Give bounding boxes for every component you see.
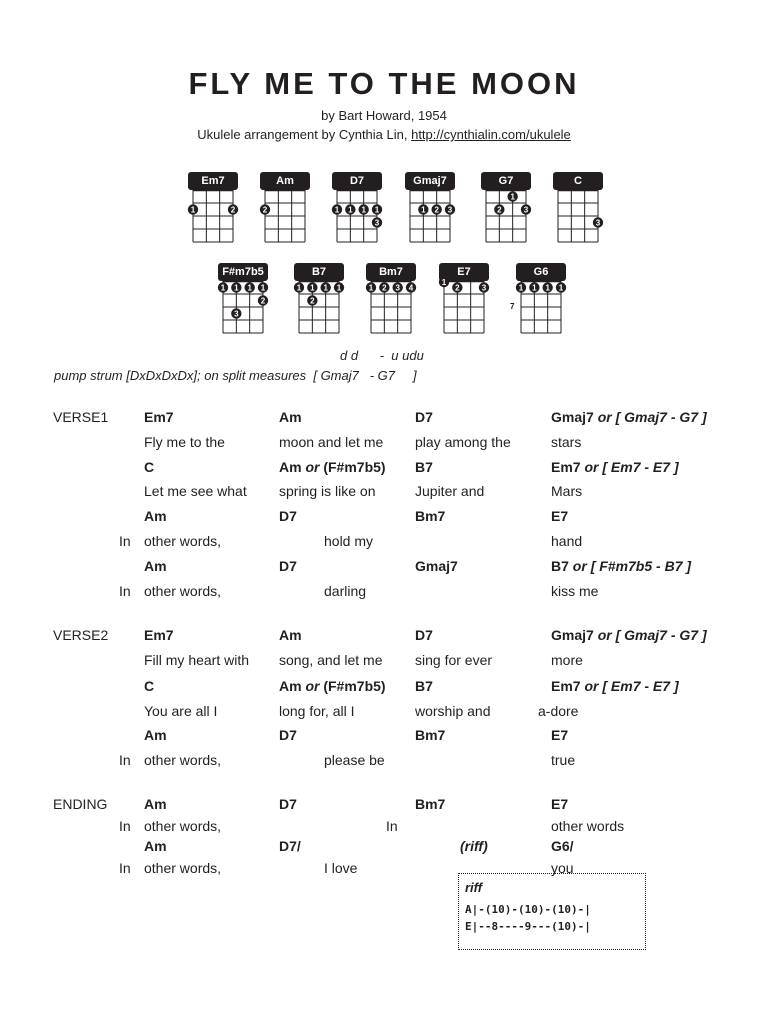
finger-dot — [529, 282, 539, 292]
song-title: FLY ME TO THE MOON — [188, 66, 580, 101]
lyric-cell: You are all I — [144, 703, 218, 719]
chord-diagram — [439, 261, 489, 341]
riff-tab-e-string: E|--8----9---(10)-| — [465, 920, 591, 933]
chord-cell: B7 — [415, 459, 433, 475]
chord-cell: D7 — [279, 796, 297, 812]
arrangement-text: Ukulele arrangement by Cynthia Lin, — [197, 127, 412, 142]
chord-cell: E7 — [551, 727, 569, 743]
chord-cell: Am — [144, 727, 167, 743]
finger-dot — [542, 282, 552, 292]
finger-dot — [228, 204, 238, 214]
chord-cell: Am or (F#m7b5) — [279, 459, 386, 475]
section-label: VERSE1 — [53, 409, 109, 425]
lyric-cell: worship and — [415, 703, 491, 719]
chord-name: Bm7 — [379, 266, 403, 278]
lyric-cell: In — [119, 533, 131, 549]
finger-dot — [345, 204, 355, 214]
finger-dot — [320, 282, 330, 292]
finger-dot — [406, 282, 416, 292]
chord-cell: Am — [144, 838, 167, 854]
finger-dot — [258, 295, 268, 305]
chord-cell: D7 — [279, 727, 297, 743]
chord-name: Gmaj7 — [413, 175, 447, 187]
finger-number: 1 — [421, 205, 426, 215]
chord-name: F#m7b5 — [222, 266, 264, 278]
arrangement-credit — [0, 127, 768, 142]
chord-name: C — [574, 175, 582, 187]
lyric-cell: darling — [324, 583, 367, 599]
finger-dot — [366, 282, 376, 292]
section-label: VERSE2 — [53, 627, 109, 643]
chord-cell: Am — [144, 796, 167, 812]
finger-number: 1 — [558, 283, 564, 293]
chord-cell: B7 — [415, 678, 433, 694]
finger-number: 1 — [334, 205, 340, 215]
finger-number: 1 — [374, 205, 380, 215]
finger-number: 3 — [395, 283, 400, 293]
finger-number: 1 — [323, 283, 328, 293]
chord-cell: Bm7 — [415, 508, 446, 524]
strum-pattern-line2: pump strum [DxDxDxDx]; on split measures [ Gmaj7 - G7 ] — [54, 368, 417, 383]
lyric-cell: Jupiter and — [415, 483, 485, 499]
lyric-cell: other words, — [144, 583, 222, 599]
finger-number: 3 — [374, 218, 380, 228]
finger-dot — [392, 282, 402, 292]
finger-number: 1 — [220, 283, 226, 293]
riff-tab-a-string: A|-(10)-(10)-(10)-| — [465, 903, 591, 916]
byline: by Bart Howard, 1954 — [321, 108, 447, 123]
chord-diagram — [294, 261, 344, 341]
lyric-cell: Fill my heart with — [144, 652, 250, 668]
lyric-cell: other words, — [144, 752, 222, 768]
chord-cell: D7 — [415, 409, 433, 425]
lyric-cell: In — [119, 860, 131, 876]
chord-cell: Gmaj7 — [415, 558, 458, 574]
chord-name: G6 — [533, 266, 549, 278]
finger-number: 3 — [595, 218, 601, 228]
lyric-cell: kiss me — [551, 583, 599, 599]
chord-cell: Gmaj7 or [ Gmaj7 - G7 ] — [551, 409, 707, 425]
finger-number: 1 — [247, 283, 252, 293]
finger-dot — [258, 282, 268, 292]
chord-diagram-row — [0, 261, 768, 341]
finger-dot — [334, 282, 344, 292]
lyric-cell: In — [386, 818, 398, 834]
finger-number: 1 — [532, 283, 537, 293]
lyric-cell: other words — [551, 818, 625, 834]
finger-dot — [507, 191, 517, 201]
chord-cell: Bm7 — [415, 727, 446, 743]
finger-number: 1 — [545, 283, 550, 293]
finger-number: 1 — [336, 283, 342, 293]
lyric-cell: true — [551, 752, 576, 768]
finger-number: 1 — [510, 192, 515, 202]
finger-number: 4 — [408, 283, 414, 293]
finger-dot — [294, 282, 304, 292]
finger-number: 1 — [234, 283, 239, 293]
finger-number: 2 — [262, 205, 268, 215]
chord-diagram — [405, 170, 455, 250]
finger-number: 1 — [441, 278, 447, 287]
finger-dot — [516, 282, 526, 292]
finger-dot — [260, 204, 270, 214]
lyric-cell: In — [119, 583, 131, 599]
lyric-cell: a-dore — [538, 703, 579, 719]
chord-diagram — [218, 261, 268, 341]
chord-diagram-row — [0, 170, 768, 250]
finger-dot — [358, 204, 368, 214]
chord-diagram — [260, 170, 310, 250]
chord-cell: Am — [144, 558, 167, 574]
lyric-cell: more — [551, 652, 583, 668]
lyric-cell: other words, — [144, 860, 222, 876]
chord-name: D7 — [349, 175, 365, 187]
lyric-cell: In — [119, 752, 131, 768]
finger-dot — [372, 204, 382, 214]
chord-cell: Em7 or [ Em7 - E7 ] — [551, 459, 679, 475]
finger-number: 2 — [455, 283, 460, 293]
chord-diagram — [510, 261, 566, 341]
finger-number: 2 — [434, 205, 439, 215]
finger-number: 1 — [260, 283, 266, 293]
finger-number: 3 — [523, 205, 529, 215]
chord-cell: D7 — [415, 627, 433, 643]
finger-number: 2 — [230, 205, 236, 215]
finger-dot — [372, 217, 382, 227]
finger-dot — [521, 204, 531, 214]
finger-number: 2 — [260, 296, 266, 306]
finger-dot — [479, 282, 489, 292]
finger-dot — [418, 204, 428, 214]
chord-diagram — [553, 170, 603, 250]
chord-name: Am — [276, 175, 294, 187]
section-label: ENDING — [53, 796, 108, 812]
finger-number: 3 — [447, 205, 453, 215]
chord-cell: E7 — [551, 508, 569, 524]
finger-number: 1 — [361, 205, 366, 215]
chord-cell: Am or (F#m7b5) — [279, 678, 386, 694]
finger-number: 3 — [481, 283, 487, 293]
lyric-cell: long for, all I — [279, 703, 355, 719]
finger-dot — [445, 204, 455, 214]
lyric-cell: sing for ever — [415, 652, 493, 668]
finger-number: 3 — [234, 309, 239, 319]
finger-number: 1 — [348, 205, 353, 215]
fret-position-label: 7 — [510, 302, 515, 311]
finger-number: 1 — [296, 283, 302, 293]
riff-title: riff — [465, 880, 483, 895]
finger-dot — [593, 217, 603, 227]
chord-cell: Gmaj7 or [ Gmaj7 - G7 ] — [551, 627, 707, 643]
chord-diagram — [366, 261, 416, 341]
lyric-cell: please be — [324, 752, 385, 768]
chord-cell: Am — [144, 508, 167, 524]
finger-number: 2 — [382, 283, 387, 293]
finger-dot — [218, 282, 228, 292]
lyric-cell: hold my — [324, 533, 374, 549]
chord-cell: C — [144, 678, 155, 694]
chord-cell: D7 — [279, 508, 297, 524]
chord-cell: Am — [279, 627, 302, 643]
chord-diagram — [481, 170, 531, 250]
chord-cell: D7 — [279, 558, 297, 574]
chord-cell: Em7 — [144, 627, 174, 643]
chord-cell: Em7 — [144, 409, 174, 425]
chord-cell: E7 — [551, 796, 569, 812]
chord-cell: Am — [279, 409, 302, 425]
lyric-cell: Let me see what — [144, 483, 247, 499]
finger-number: 1 — [310, 283, 315, 293]
finger-number: 1 — [518, 283, 524, 293]
lyric-cell: you — [551, 860, 574, 876]
chord-cell: G6/ — [551, 838, 574, 854]
lyric-cell: moon and let me — [279, 434, 384, 450]
finger-number: 2 — [310, 296, 315, 306]
finger-number: 1 — [190, 205, 196, 215]
finger-dot — [188, 204, 198, 214]
chord-name: B7 — [311, 266, 327, 278]
lyric-cell: In — [119, 818, 131, 834]
ukulele-link[interactable]: http://cynthialin.com/ukulele — [411, 127, 571, 142]
lyric-cell: song, and let me — [279, 652, 383, 668]
finger-dot — [379, 282, 389, 292]
chord-cell: C — [144, 459, 155, 475]
finger-dot — [556, 282, 566, 292]
chord-cell: Bm7 — [415, 796, 446, 812]
finger-dot — [307, 295, 317, 305]
finger-number: 2 — [497, 205, 502, 215]
chord-diagram — [332, 170, 382, 250]
chord-diagram — [188, 170, 238, 250]
chord-name: E7 — [457, 266, 471, 278]
lyric-cell: stars — [551, 434, 582, 450]
lyric-cell: play among the — [415, 434, 511, 450]
lyric-cell: spring is like on — [279, 483, 376, 499]
finger-dot — [231, 282, 241, 292]
lyric-cell: I love — [324, 860, 358, 876]
chord-cell: D7/ — [279, 838, 301, 854]
chord-name: Em7 — [201, 175, 225, 187]
finger-dot — [244, 282, 254, 292]
strum-pattern-line1: d d - u udu — [340, 348, 424, 363]
chord-cell: (riff) — [460, 838, 488, 854]
chord-cell: B7 or [ F#m7b5 - B7 ] — [551, 558, 692, 574]
finger-number: 1 — [368, 283, 374, 293]
riff-box — [458, 873, 646, 950]
lyric-cell: Fly me to the — [144, 434, 225, 450]
chord-cell: Em7 or [ Em7 - E7 ] — [551, 678, 679, 694]
finger-dot — [452, 282, 462, 292]
lyric-cell: hand — [551, 533, 583, 549]
finger-dot — [307, 282, 317, 292]
lyric-cell: Mars — [551, 483, 583, 499]
finger-dot — [431, 204, 441, 214]
lyric-cell: other words, — [144, 533, 222, 549]
finger-dot — [231, 308, 241, 318]
finger-dot — [332, 204, 342, 214]
finger-dot — [494, 204, 504, 214]
chord-name: G7 — [498, 175, 514, 187]
lyric-cell: other words, — [144, 818, 222, 834]
